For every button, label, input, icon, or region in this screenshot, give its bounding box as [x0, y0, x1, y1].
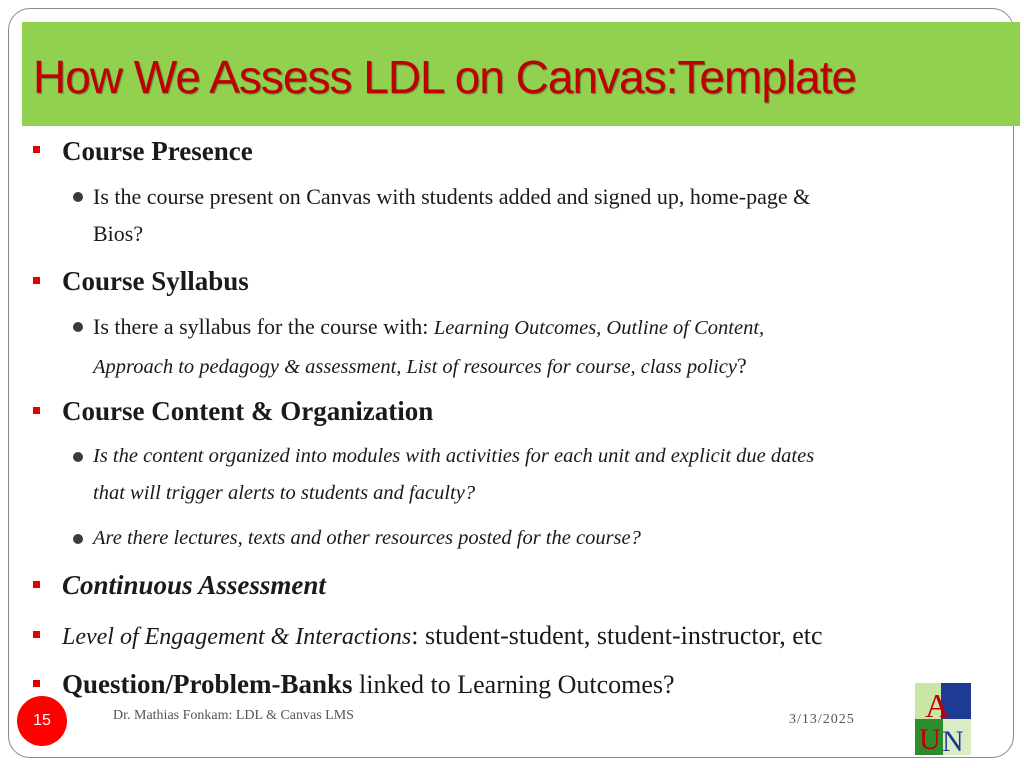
square-bullet-icon	[33, 581, 40, 588]
heading-italic-part: Level of Engagement & Interactions	[62, 624, 412, 650]
detail-line: that will trigger alerts to students and faculty?	[93, 482, 476, 504]
detail-italic-text: Approach to pedagogy & assessment, List of resources for course, class policy	[93, 356, 737, 378]
square-bullet-icon	[33, 407, 40, 414]
round-bullet-icon	[73, 322, 83, 332]
heading-rest-part: : student-student, student-instructor, etc	[411, 621, 823, 650]
square-bullet-icon	[33, 146, 40, 153]
detail-line	[93, 308, 764, 347]
heading-rest-part: linked to Learning Outcomes?	[352, 670, 675, 699]
aun-logo-icon	[915, 683, 971, 755]
university-logo	[915, 683, 971, 755]
footer-author: Dr. Mathias Fonkam: LDL & Canvas LMS	[113, 708, 354, 723]
slide-number-badge: 15	[17, 696, 67, 746]
square-bullet-icon	[33, 277, 40, 284]
section-heading-course-content: Course Content & Organization	[62, 396, 434, 426]
detail-line: Is the course present on Canvas with students added and signed up, home-page &	[93, 184, 811, 209]
square-bullet-icon	[33, 631, 40, 638]
logo-letter-n: N	[942, 725, 964, 755]
section-heading-course-syllabus: Course Syllabus	[62, 266, 249, 296]
detail-content-resources	[93, 520, 641, 557]
logo-letter-a: A	[925, 688, 950, 725]
round-bullet-icon	[73, 452, 83, 462]
detail-tail-text: ?	[736, 353, 747, 378]
section-heading-course-presence: Course Presence	[62, 136, 253, 166]
detail-lead-text: Is there a syllabus for the course with:	[93, 314, 434, 339]
detail-line: Bios?	[93, 221, 144, 246]
round-bullet-icon	[73, 192, 83, 202]
detail-line	[93, 347, 764, 386]
slide-title: How We Assess LDL on Canvas:Template	[33, 51, 857, 103]
heading-bold-part: Question/Problem-Banks	[62, 669, 353, 699]
square-bullet-icon	[33, 680, 40, 687]
section-heading-question-banks	[62, 671, 675, 698]
section-heading-engagement	[62, 622, 823, 649]
detail-italic-text: Learning Outcomes, Outline of Content,	[433, 317, 765, 339]
detail-course-syllabus	[93, 308, 764, 386]
detail-line: Are there lectures, texts and other resources posted for the course?	[93, 527, 641, 549]
detail-content-modules	[93, 438, 814, 512]
detail-course-presence	[93, 178, 810, 252]
section-heading-continuous-assessment: Continuous Assessment	[62, 570, 326, 600]
footer-date: 3/13/2025	[789, 712, 855, 727]
round-bullet-icon	[73, 534, 83, 544]
logo-letter-u: U	[919, 723, 941, 755]
detail-line: Is the content organized into modules with activities for each unit and explicit due dates	[93, 445, 815, 467]
